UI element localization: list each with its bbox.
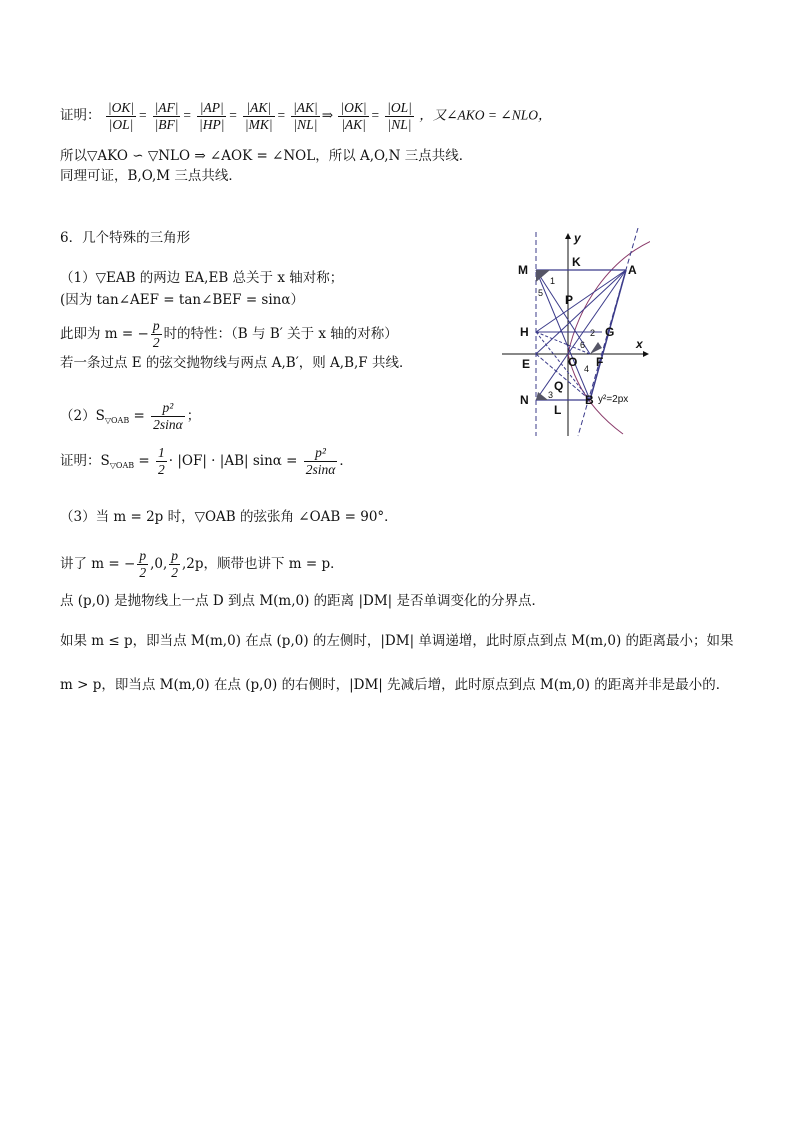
angle-num-1: 1	[550, 276, 556, 286]
ratio-ol-nl: $\frac{|OL|}{|NL|}$	[387, 100, 412, 132]
angle-num-4: 4	[584, 364, 590, 374]
label-A: A	[628, 263, 637, 277]
label-K: K	[572, 255, 581, 269]
parabola-figure	[498, 228, 650, 438]
angle-num-3: 3	[548, 390, 554, 400]
label-O: O	[568, 355, 578, 369]
label-P: P	[565, 293, 574, 307]
item1-line-c: 此即为 m = − $\frac{p}{2}$ 时的特性：（B 与 B′ 关于 x 轴的对称）	[60, 318, 398, 350]
ratio-ak-mk: $\frac{|AK|}{|MK|}$	[244, 100, 273, 132]
item2-proof: 证明：$S_{▽OAB}$ = $\frac{1}{2}$ · |OF| · |AB| sinα = $\frac{\text{p²}}{2\sin\alpha}$ ．	[60, 445, 353, 477]
label-N: N	[520, 393, 529, 407]
label-H: H	[520, 325, 529, 339]
item1-line-a: （1）▽EAB 的两边 EA,EB 总关于 x 轴对称；	[60, 270, 344, 286]
similar-triangles-line: 所以▽AKO ∽ ▽NLO ⇒ ∠AOK = ∠NOL，所以 A,O,N 三点共线．	[60, 148, 473, 164]
collinear-line: 同理可证，B,O,M 三点共线．	[60, 168, 242, 184]
label-y-axis: y	[574, 231, 581, 245]
item1-line-b: (因为 tan∠AEF = tan∠BEF = sinα）	[60, 292, 304, 308]
item2-formula: $(2)S_{▽OAB}$ = $\frac{\text{p²}}{2\sin\alpha}$ ；	[60, 400, 201, 432]
angle-num-2: 2	[590, 328, 596, 338]
angle-marker-N	[536, 392, 548, 400]
label-x-axis: x	[636, 337, 643, 351]
label-L: L	[554, 403, 562, 417]
label-B: B	[585, 393, 594, 407]
talk-line: 讲了 m = − $\frac{p}{2}$ ,0, $\frac{p}{2}$ ,2p，顺带也讲下 m = p．	[60, 548, 344, 580]
proof-tail: ，又∠AKO = ∠NLO，	[419, 107, 552, 123]
label-G: G	[605, 325, 615, 339]
angle-num-5: 5	[538, 288, 544, 298]
label-M: M	[518, 263, 528, 277]
label-E: E	[522, 357, 531, 371]
paragraph-2: 如果 m ≤ p，即当点 M(m,0) 在点 (p,0) 的左侧时，|DM| 单调递增，此时原点到点 M(m,0) 的距离最小；如果	[60, 633, 734, 649]
ratio-ap-hp: $\frac{|AP|}{|HP|}$	[198, 100, 225, 132]
label-F: F	[596, 355, 604, 369]
item1-line-d: 若一条过点 E 的弦交抛物线与两点 A,B′，则 A,B,F 共线．	[60, 355, 413, 371]
paragraph-3: m > p，即当点 M(m,0) 在点 (p,0) 的右侧时，|DM| 先减后增，此时原点到点 M(m,0) 的距离并非是最小的．	[60, 677, 730, 693]
ratio-af-bf: $\frac{|AF|}{|BF|}$	[154, 100, 179, 132]
curve-label: y²=2px	[598, 394, 629, 405]
ratio-ok-ol: $\frac{|OK|}{|OL|}$	[107, 100, 135, 132]
angle-num-6: 6	[580, 340, 586, 350]
paragraph-1: 点 (p,0) 是抛物线上一点 D 到点 M(m,0) 的距离 |DM| 是否单调变化的分界点．	[60, 593, 545, 609]
label-Q: Q	[554, 379, 564, 393]
item3-line: （3）当 m = 2p 时，▽OAB 的弦张角 ∠OAB = 90°．	[60, 509, 398, 525]
section-title: 6．几个特殊的三角形	[60, 230, 191, 246]
ratio-ok-ak: $\frac{|OK|}{|AK|}$	[340, 100, 367, 132]
angle-marker-G	[590, 342, 602, 354]
ratio-ak-nl: $\frac{|AK|}{|NL|}$	[293, 100, 318, 132]
proof-ratio-line: 证明： $\frac{|OK|}{|OL|}$ = $\frac{|AF|}{|BF|}$ = $\frac{|AP|}{|HP|}$ = $\frac{|AK|}{|MK|}$ = $\frac{|AK|}{|NL|}$ ⇒ $\frac{|OK|}{|AK|}$ = $\frac{|OL|}{|NL|}$ ，又∠AKO = ∠NLO，	[60, 100, 552, 132]
proof-prefix: 证明：	[60, 107, 101, 123]
